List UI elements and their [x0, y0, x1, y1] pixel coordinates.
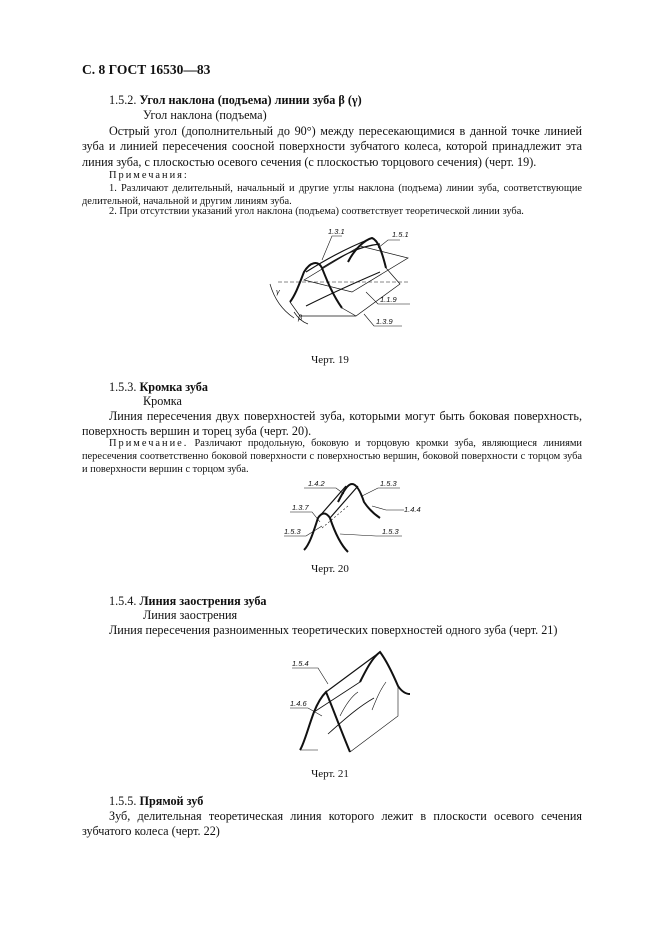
- section-definition: Острый угол (дополнительный до 90°) между пересекающимися в данной точке линией зуба и линией пересечения соосной поверхности зубчатого колеса, которой принадлежит эта линия зуба, с плоскостью осевого сечения (с плоскостью торцового сечения) (черт. 19).: [82, 124, 582, 169]
- fig19-label-gamma: γ: [276, 287, 280, 296]
- figure-19-drawing: [260, 222, 430, 346]
- figure-21-caption: Черт. 21: [311, 768, 349, 780]
- fig19-label-beta: β: [298, 313, 303, 322]
- fig20-label-1-5-3-right: 1.5.3: [382, 527, 399, 536]
- fig20-label-1-5-3-left: 1.5.3: [284, 527, 301, 536]
- note-1: 1. Различают делительный, начальный и другие углы наклона (подъема) линии зуба, соответствующие делительной, начальной и другим линиям зуба.: [82, 183, 582, 207]
- fig21-label-1-4-6: 1.4.6: [290, 699, 307, 708]
- figure-20-caption: Черт. 20: [311, 563, 349, 575]
- section-title: Линия заострения зуба: [139, 594, 267, 608]
- section-title: Угол наклона (подъема) линии зуба β (γ): [139, 93, 362, 107]
- section-number: 1.5.4.: [109, 594, 137, 608]
- fig20-label-1-4-4: 1.4.4: [404, 505, 421, 514]
- fig20-label-1-5-3-top: 1.5.3: [380, 479, 397, 488]
- section-number: 1.5.2.: [109, 93, 137, 107]
- section-short-term: Кромка: [143, 394, 182, 408]
- page-header: С. 8 ГОСТ 16530—83: [82, 62, 211, 77]
- note-title: Примечание.: [109, 438, 189, 449]
- notes-title: Примечания:: [109, 170, 189, 181]
- figure-19-caption: Черт. 19: [311, 354, 349, 366]
- fig19-label-1-5-1: 1.5.1: [392, 230, 409, 239]
- section-definition: Зуб, делительная теоретическая линия которого лежит в плоскости осевого сечения зубчатого колеса (черт. 22): [82, 809, 582, 839]
- figure-20-drawing: [282, 478, 432, 558]
- section-note: [82, 437, 582, 476]
- fig19-label-1-1-9: 1.1.9: [380, 295, 397, 304]
- figure-21-drawing: [288, 646, 418, 762]
- fig19-label-1-3-1: 1.3.1: [328, 227, 345, 236]
- section-short-term: Угол наклона (подъема): [143, 108, 267, 122]
- section-1-5-2-heading: [109, 93, 362, 108]
- section-short-term: Линия заострения: [143, 608, 238, 622]
- fig21-label-1-5-4: 1.5.4: [292, 659, 309, 668]
- note-2: 2. При отсутствии указаний угол наклона (подъема) соответствует теоретической линии зуба.: [109, 206, 524, 217]
- section-number: 1.5.5.: [109, 794, 137, 808]
- section-1-5-5-heading: [109, 794, 203, 809]
- fig20-label-1-4-2: 1.4.2: [308, 479, 325, 488]
- note-text: Различают продольную, боковую и торцовую кромки зуба, являющиеся линиями пересечения соответственно боковой поверхности с поверхностью вершин, боковой поверхности с торцом зуба и поверхности вершин с торцом зуба.: [82, 438, 582, 475]
- section-definition: Линия пересечения двух поверхностей зуба, которыми могут быть боковая поверхность, поверхность вершин и торец зуба (черт. 20).: [82, 409, 582, 439]
- fig19-label-1-3-9: 1.3.9: [376, 317, 393, 326]
- section-title: Кромка зуба: [139, 380, 208, 394]
- fig20-label-1-3-7: 1.3.7: [292, 503, 309, 512]
- section-definition: Линия пересечения разноименных теоретических поверхностей одного зуба (черт. 21): [109, 623, 558, 637]
- section-number: 1.5.3.: [109, 380, 137, 394]
- section-title: Прямой зуб: [139, 794, 204, 808]
